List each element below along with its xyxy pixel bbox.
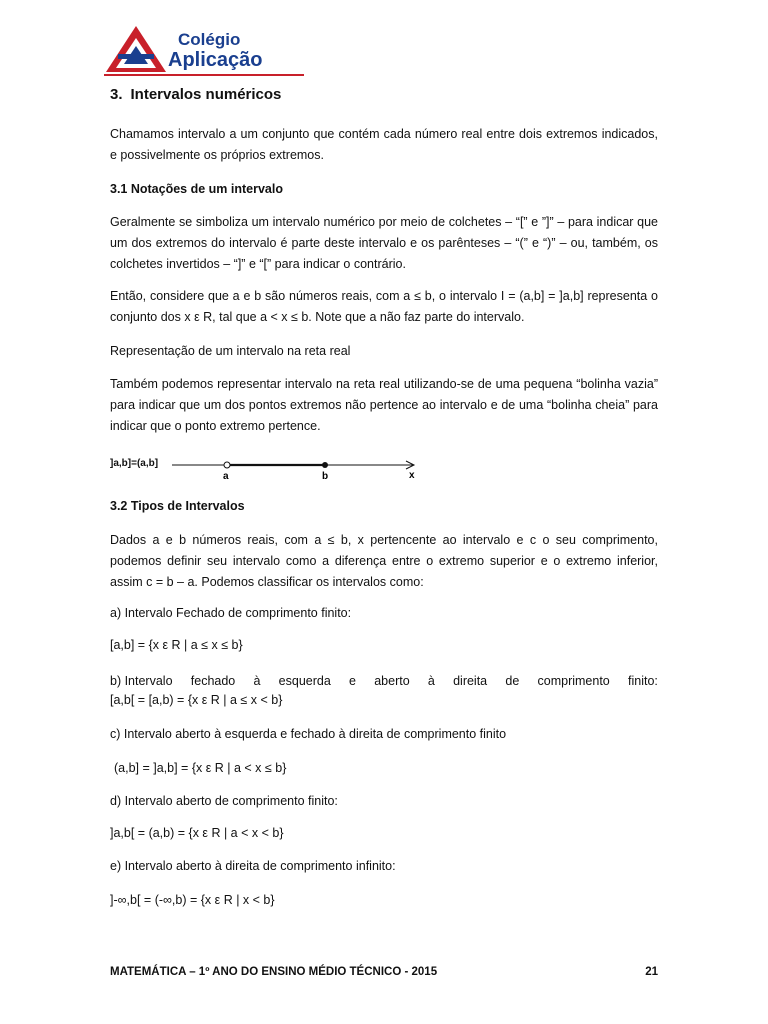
section-number: 3. <box>110 86 123 103</box>
type-b-word: aberto <box>374 674 410 688</box>
type-b-word: e <box>349 674 356 688</box>
type-d-title: d) Intervalo aberto de comprimento finito: <box>110 794 338 808</box>
number-line-drawing <box>110 456 430 482</box>
type-a-title: a) Intervalo Fechado de comprimento finito: <box>110 606 352 620</box>
page-number: 21 <box>645 966 658 978</box>
number-line-heading: Representação de um intervalo na reta real <box>110 344 351 358</box>
type-b-word: b) Intervalo <box>110 674 173 688</box>
footer-text: MATEMÁTICA – 1º ANO DO ENSINO MÉDIO TÉCNICO - 2015 <box>110 966 438 978</box>
notation-paragraph: Geralmente se simboliza um intervalo numérico por meio de colchetes – “[” e ”]” – para indicar que um dos extremos do intervalo é parte deste intervalo e os parênteses – “(” e “)” – ou, também, os colchetes invertidos – “]” e “[” para indicar o contrário. <box>110 215 658 271</box>
type-b-word: direita <box>453 674 488 688</box>
type-b-formula: [a,b[ = [a,b) = {x ε R | a ≤ x < b} <box>110 693 283 707</box>
type-a-formula: [a,b] = {x ε R | a ≤ x ≤ b} <box>110 638 243 652</box>
type-c-formula: (a,b] = ]a,b] = {x ε R | a < x ≤ b} <box>114 761 287 775</box>
type-e-formula: ]-∞,b[ = (-∞,b) = {x ε R | x < b} <box>110 893 275 907</box>
type-b-title <box>110 674 658 688</box>
types-paragraph: Dados a e b números reais, com a ≤ b, x pertencente ao intervalo e c o seu comprimento, podemos definir seu intervalo como a diferença entre o extremo superior e o extremo inferior, assim c = b – a. Podemos classificar os intervalos como: <box>110 533 658 589</box>
type-b-word: fechado <box>190 674 236 688</box>
point-b-label: b <box>322 471 329 482</box>
subsection-3-2-title: 3.2 Tipos de Intervalos <box>110 499 245 513</box>
type-b-word: comprimento <box>537 674 610 688</box>
type-b-word: finito: <box>628 674 658 688</box>
logo-line2: Aplicação <box>168 49 263 71</box>
type-b-word: à <box>253 674 261 688</box>
type-b-word: de <box>505 674 520 688</box>
axis-x-label: x <box>409 470 415 481</box>
section-title-text: Intervalos numéricos <box>130 86 282 103</box>
section-title <box>110 86 281 103</box>
intro-paragraph: Chamamos intervalo a um conjunto que contém cada número real entre dois extremos indicados, e possivelmente os próprios extremos. <box>110 127 658 162</box>
type-e-title: e) Intervalo aberto à direita de comprimento infinito: <box>110 859 396 873</box>
closed-dot-b <box>322 462 328 468</box>
number-line-label: ]a,b]=(a,b] <box>110 458 159 469</box>
type-c-title: c) Intervalo aberto à esquerda e fechado à direita de comprimento finito <box>110 727 507 741</box>
type-d-formula: ]a,b[ = (a,b) = {x ε R | a < x < b} <box>110 826 284 840</box>
type-b-word: esquerda <box>278 674 331 688</box>
type-b-word: à <box>427 674 435 688</box>
logo-underline <box>104 74 304 76</box>
number-line-paragraph: Também podemos representar intervalo na reta real utilizando-se de uma pequena “bolinha vazia” para indicar que um dos pontos extremos não pertence ao intervalo e de uma “bolinha cheia” para indicar que o ponto extremo pertence. <box>110 377 658 433</box>
subsection-3-1-title: 3.1 Notações de um intervalo <box>110 182 283 196</box>
point-a-label: a <box>223 471 229 482</box>
page-footer <box>110 966 658 978</box>
open-dot-a <box>224 462 230 468</box>
logo-triangle-icon <box>104 24 168 74</box>
logo-line1: Colégio <box>178 30 241 49</box>
number-line-figure <box>110 456 430 482</box>
example-paragraph: Então, considere que a e b são números reais, com a ≤ b, o intervalo I = (a,b] = ]a,b] representa o conjunto dos x ε R, tal que a < x ≤ b. Note que a não faz parte do intervalo. <box>110 289 658 324</box>
